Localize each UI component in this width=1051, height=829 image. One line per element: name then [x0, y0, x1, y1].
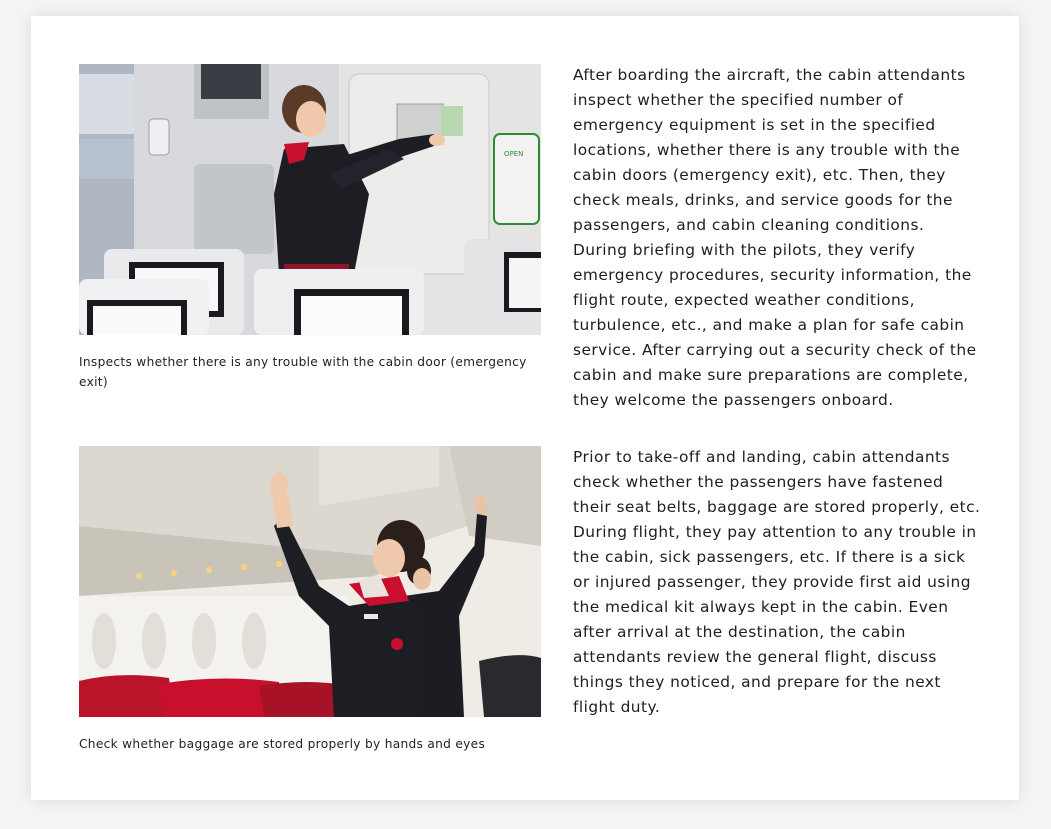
body-text-in-flight: Prior to take-off and landing, cabin attendants check whether the passengers have fastened their seat belts, baggage are stored properly, etc. During flight, they pay attention to any trouble in the cabin, sick passengers, etc. If there is a sick or injured passenger, they provide first aid using the medical kit always kept in the cabin. Even after arrival at the destination, the cabin attendants review the general flight, discuss things they noticed, and prepare for the next flight duty. [573, 448, 981, 716]
photo-cabin-door-inspection [79, 64, 541, 335]
caption-cabin-door: Inspects whether there is any trouble with the cabin door (emergency exit) [79, 355, 527, 389]
body-text-pre-flight: After boarding the aircraft, the cabin attendants inspect whether the specified number of emergency equipment is set in the specified locations, whether there is any trouble with the cabin doors (emergency exit), etc. Then, they check meals, drinks, and service goods for the passengers, and cabin cleaning conditions. During briefing with the pilots, they verify emergency procedures, security information, the flight route, expected weather conditions, turbulence, etc., and make a plan for safe cabin service. After carrying out a security check of the cabin and make sure preparations are complete, they welcome the passengers onboard. [573, 66, 977, 409]
svg-text:OPEN: OPEN [504, 150, 524, 158]
photo-baggage-check [79, 446, 541, 717]
content-card [31, 16, 1019, 800]
figure-cabin-door [79, 64, 541, 392]
caption-baggage-check: Check whether baggage are stored properly by hands and eyes [79, 737, 486, 751]
figure-baggage-check [79, 446, 541, 754]
